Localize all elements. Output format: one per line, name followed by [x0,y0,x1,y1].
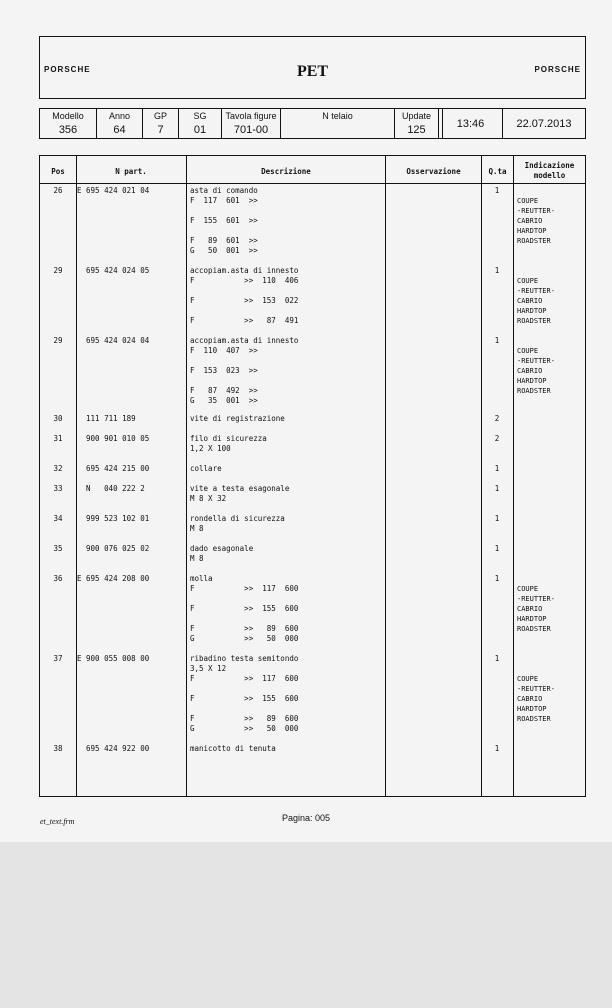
value-modello: 356 [58,124,78,136]
cell-model-indication: COUPE -REUTTER- CABRIO HARDTOP ROADSTER [517,277,555,325]
field-anno [96,109,142,138]
field-modello [40,109,96,138]
cell-description: collare [190,464,222,473]
cell-pos: 29 [53,266,63,275]
cell-quantity: 1 [494,574,500,583]
cell-part-number: N 040 222 2 [77,484,145,493]
column-divider [186,156,187,796]
column-divider [385,156,386,796]
header-description: Descrizione [261,167,311,176]
cell-pos: 35 [53,544,63,553]
header-model-indication: Indicazione modello [524,161,575,180]
cell-quantity: 1 [494,744,500,753]
label-anno: Anno [108,111,131,121]
field-sg [178,109,221,138]
cell-model-indication: COUPE -REUTTER- CABRIO HARDTOP ROADSTER [517,675,555,723]
field-date [502,109,585,138]
label-gp: GP [153,111,167,121]
cell-part-number: 695 424 215 00 [77,464,150,473]
cell-pos: 26 [53,186,63,195]
value-time: 13:46 [456,118,485,130]
cell-model-indication: COUPE -REUTTER- CABRIO HARDTOP ROADSTER [517,585,555,633]
cell-pos: 32 [53,464,63,473]
field-update [394,109,438,138]
header-quantity: Q.ta [488,167,507,176]
cell-model-indication: COUPE -REUTTER- CABRIO HARDTOP ROADSTER [517,197,555,245]
page-header [39,36,586,99]
cell-quantity: 2 [494,414,500,423]
cell-quantity: 2 [494,434,500,443]
label-telaio: N telaio [322,111,353,121]
value-anno: 64 [113,124,126,136]
header-part-number: N part. [115,167,147,176]
cell-description: dado esagonale M 8 [190,544,254,563]
footer-filename: et_text.frm [40,817,75,826]
cell-quantity: 1 [494,514,500,523]
cell-quantity: 1 [494,654,500,663]
cell-description: accopiam.asta di innesto F >> 110 406 F >> 153 022 F >> 87 491 [190,266,299,325]
cell-pos: 31 [53,434,63,443]
parts-table [39,155,586,797]
cell-part-number: 999 523 102 01 [77,514,150,523]
cell-quantity: 1 [494,336,500,345]
value-date: 22.07.2013 [516,118,572,130]
cell-pos: 33 [53,484,63,493]
brand-logo-left: PORSCHE [44,65,91,74]
brand-logo-right: PORSCHE [534,65,581,74]
header-observation: Osservazione [406,167,461,176]
cell-quantity: 1 [494,186,500,195]
cell-description: manicotto di tenuta [190,744,276,753]
info-bar [39,108,586,139]
cell-description: vite a testa esagonale M 8 X 32 [190,484,290,503]
cell-description: vite di registrazione [190,414,285,423]
cell-part-number: 900 076 025 02 [77,544,150,553]
label-modello: Modello [52,111,84,121]
label-update: Update [401,111,432,121]
field-gp [142,109,178,138]
cell-description: accopiam.asta di innesto F 110 407 >> F 153 023 >> F 87 492 >> G 35 001 >> [190,336,299,405]
cell-part-number: 695 424 922 00 [77,744,150,753]
column-divider [513,156,514,796]
column-divider [481,156,482,796]
field-telaio [280,109,394,138]
value-gp: 7 [157,124,164,136]
cell-description: molla F >> 117 600 F >> 155 600 F >> 89 600 G >> 50 000 [190,574,299,643]
value-tavola: 701-00 [233,124,269,136]
cell-pos: 30 [53,414,63,423]
cell-part-number: 900 901 010 05 [77,434,150,443]
page-title: PET [296,63,329,80]
cell-part-number: 695 424 024 04 [77,336,150,345]
value-update: 125 [407,124,426,136]
footer-page-number: Pagina: 005 [281,813,331,823]
cell-pos: 38 [53,744,63,753]
cell-quantity: 1 [494,484,500,493]
cell-quantity: 1 [494,266,500,275]
column-divider [76,156,77,796]
cell-description: asta di comando F 117 601 >> F 155 601 >> F 89 601 >> G 50 001 >> [190,186,258,255]
cell-part-number: 695 424 024 05 [77,266,150,275]
cell-description: rondella di sicurezza M 8 [190,514,285,533]
label-tavola: Tavola figure [225,111,277,121]
cell-part-number: E 695 424 021 04 [77,186,150,195]
cell-quantity: 1 [494,464,500,473]
cell-pos: 37 [53,654,63,663]
cell-quantity: 1 [494,544,500,553]
cell-part-number: E 900 055 008 00 [77,654,150,663]
cell-pos: 29 [53,336,63,345]
field-tavola [221,109,280,138]
cell-part-number: 111 711 189 [77,414,136,423]
cell-pos: 36 [53,574,63,583]
field-time [438,109,502,138]
cell-model-indication: COUPE -REUTTER- CABRIO HARDTOP ROADSTER [517,347,555,395]
cell-part-number: E 695 424 208 00 [77,574,150,583]
cell-description: ribadino testa semitondo 3,5 X 12 F >> 117 600 F >> 155 600 F >> 89 600 G >> 50 000 [190,654,299,733]
header-rule [40,183,585,184]
header-pos: Pos [51,167,65,176]
cell-pos: 34 [53,514,63,523]
cell-description: filo di sicurezza 1,2 X 100 [190,434,267,453]
value-sg: 01 [193,124,207,136]
label-sg: SG [193,111,207,121]
